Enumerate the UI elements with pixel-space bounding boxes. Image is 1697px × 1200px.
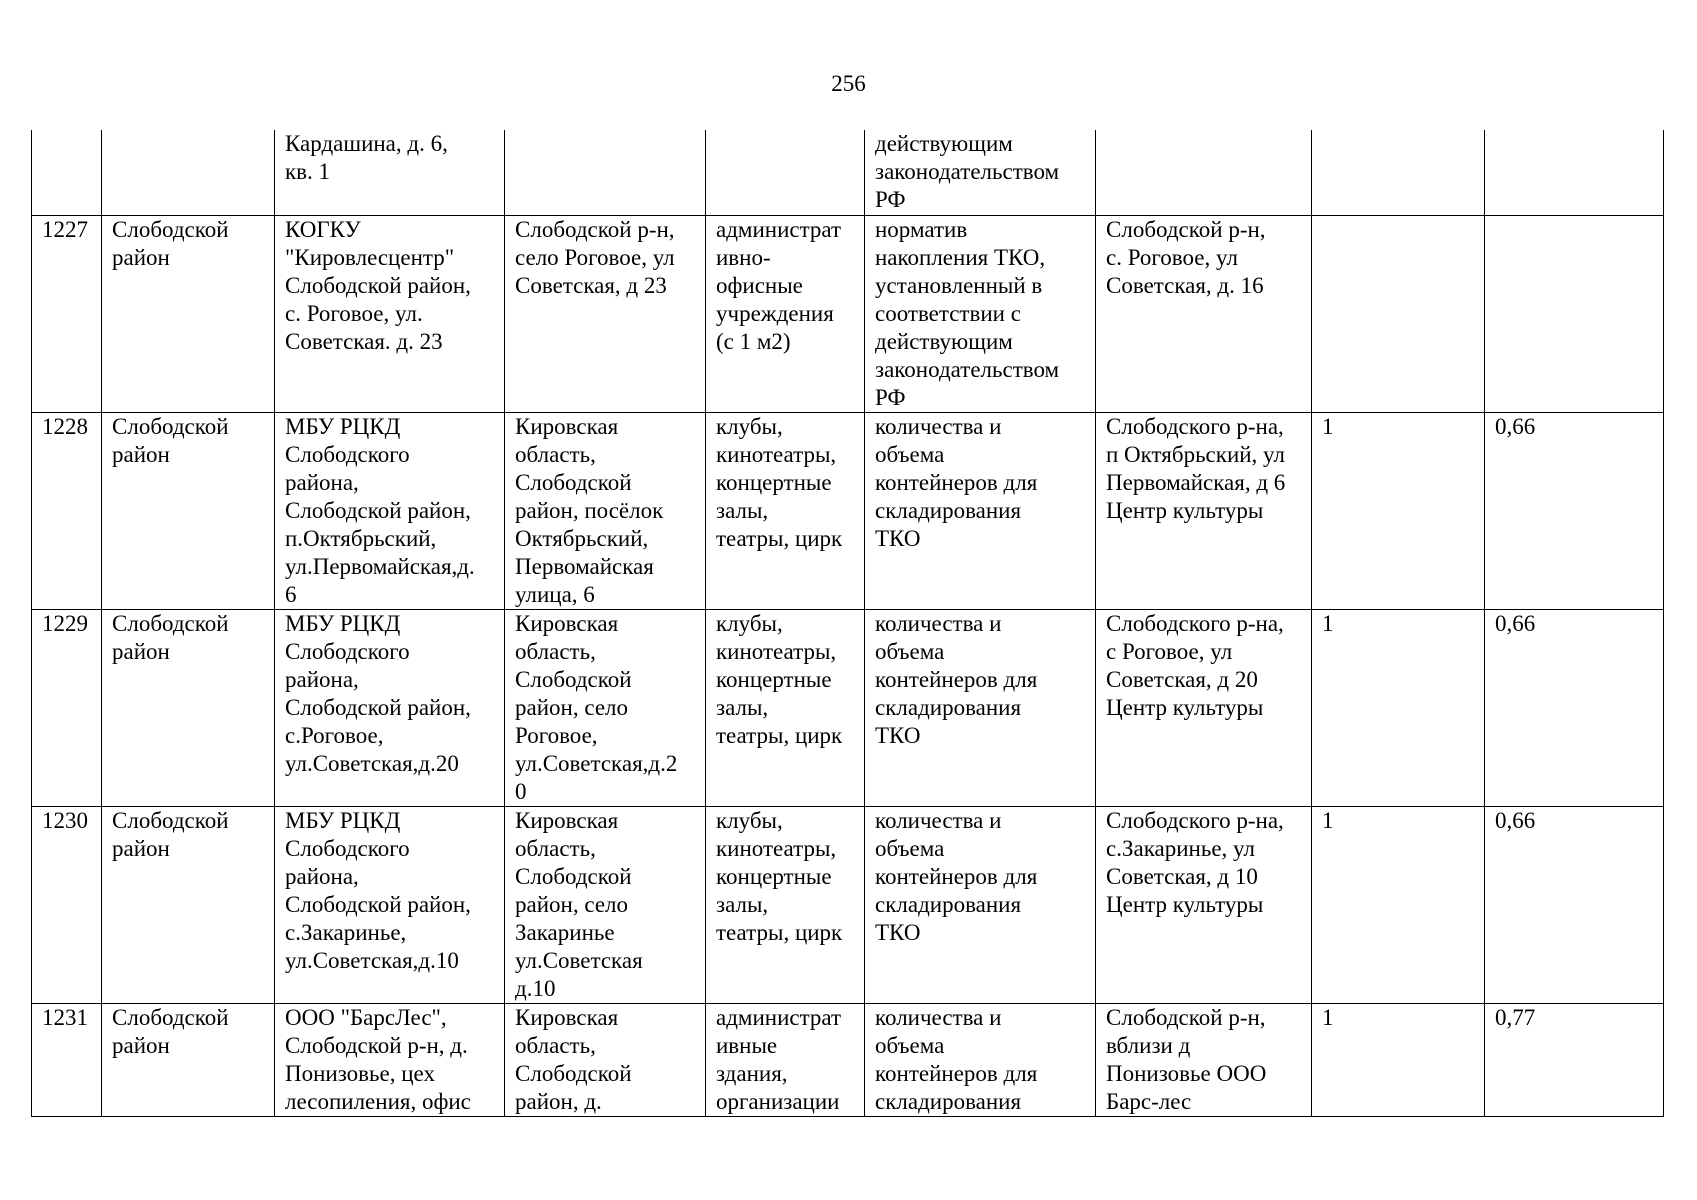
table-row xyxy=(32,1003,1664,1116)
cell-object-category: администрат ивно- офисные учреждения (с 1 м2) xyxy=(706,215,865,412)
cell-district: Слободской район xyxy=(102,1003,275,1116)
cell-container-volume xyxy=(1485,215,1664,412)
cell-address: Кировская область, Слободской район, д. xyxy=(505,1003,706,1116)
cell-accounting-method: количества и объема контейнеров для складирования ТКО xyxy=(865,609,1096,806)
cell-container-volume: 0,77 xyxy=(1485,1003,1664,1116)
cell-organization: КОГКУ "Кировлесцентр" Слободской район, с. Роговое, ул. Советская. д. 23 xyxy=(275,215,505,412)
cell-organization: МБУ РЦКД Слободского района, Слободской район, с.Закаринье, ул.Советская,д.10 xyxy=(275,806,505,1003)
cell-address xyxy=(505,130,706,215)
cell-site-address: Слободской р-н, вблизи д Понизовье ООО Барс-лес xyxy=(1096,1003,1312,1116)
cell-organization: Кардашина, д. 6, кв. 1 xyxy=(275,130,505,215)
cell-accounting-method: количества и объема контейнеров для складирования ТКО xyxy=(865,806,1096,1003)
cell-address: Кировская область, Слободской район, село Закаринье ул.Советская д.10 xyxy=(505,806,706,1003)
cell-organization: МБУ РЦКД Слободского района, Слободской район, с.Роговое, ул.Советская,д.20 xyxy=(275,609,505,806)
table-row xyxy=(32,215,1664,412)
cell-container-count xyxy=(1312,130,1485,215)
cell-address: Кировская область, Слободской район, посёлок Октябрьский, Первомайская улица, 6 xyxy=(505,412,706,609)
cell-accounting-method: количества и объема контейнеров для складирования xyxy=(865,1003,1096,1116)
cell-accounting-method: количества и объема контейнеров для складирования ТКО xyxy=(865,412,1096,609)
cell-site-address: Слободского р-на, с.Закаринье, ул Советская, д 10 Центр культуры xyxy=(1096,806,1312,1003)
cell-container-count: 1 xyxy=(1312,609,1485,806)
cell-site-address: Слободского р-на, п Октябрьский, ул Первомайская, д 6 Центр культуры xyxy=(1096,412,1312,609)
cell-object-category: клубы, кинотеатры, концертные залы, театры, цирк xyxy=(706,609,865,806)
cell-number: 1229 xyxy=(32,609,102,806)
cell-address: Кировская область, Слободской район, село Роговое, ул.Советская,д.2 0 xyxy=(505,609,706,806)
cell-object-category: администрат ивные здания, организации xyxy=(706,1003,865,1116)
cell-district: Слободской район xyxy=(102,412,275,609)
cell-organization: МБУ РЦКД Слободского района, Слободской район, п.Октябрьский, ул.Первомайская,д. 6 xyxy=(275,412,505,609)
cell-number xyxy=(32,130,102,215)
registry-table xyxy=(31,130,1664,1117)
cell-container-count: 1 xyxy=(1312,412,1485,609)
cell-container-volume: 0,66 xyxy=(1485,806,1664,1003)
cell-address: Слободской р-н, село Роговое, ул Советская, д 23 xyxy=(505,215,706,412)
cell-district xyxy=(102,130,275,215)
cell-accounting-method: норматив накопления ТКО, установленный в соответствии с действующим законодательством РФ xyxy=(865,215,1096,412)
cell-number: 1228 xyxy=(32,412,102,609)
cell-district: Слободской район xyxy=(102,806,275,1003)
table-row-continued xyxy=(32,130,1664,215)
cell-district: Слободской район xyxy=(102,215,275,412)
cell-object-category: клубы, кинотеатры, концертные залы, театры, цирк xyxy=(706,412,865,609)
cell-container-volume: 0,66 xyxy=(1485,609,1664,806)
cell-object-category: клубы, кинотеатры, концертные залы, театры, цирк xyxy=(706,806,865,1003)
cell-container-count: 1 xyxy=(1312,1003,1485,1116)
cell-container-count xyxy=(1312,215,1485,412)
cell-object-category xyxy=(706,130,865,215)
table-row xyxy=(32,412,1664,609)
cell-number: 1231 xyxy=(32,1003,102,1116)
cell-accounting-method: действующим законодательством РФ xyxy=(865,130,1096,215)
cell-number: 1230 xyxy=(32,806,102,1003)
cell-site-address: Слободского р-на, с Роговое, ул Советская, д 20 Центр культуры xyxy=(1096,609,1312,806)
cell-container-count: 1 xyxy=(1312,806,1485,1003)
table-row xyxy=(32,806,1664,1003)
cell-number: 1227 xyxy=(32,215,102,412)
cell-container-volume: 0,66 xyxy=(1485,412,1664,609)
table-row xyxy=(32,609,1664,806)
cell-organization: ООО "БарсЛес", Слободской р-н, д. Понизовье, цех лесопиления, офис xyxy=(275,1003,505,1116)
cell-district: Слободской район xyxy=(102,609,275,806)
page-number: 256 xyxy=(831,71,866,96)
cell-site-address: Слободской р-н, с. Роговое, ул Советская, д. 16 xyxy=(1096,215,1312,412)
cell-container-volume xyxy=(1485,130,1664,215)
cell-site-address xyxy=(1096,130,1312,215)
